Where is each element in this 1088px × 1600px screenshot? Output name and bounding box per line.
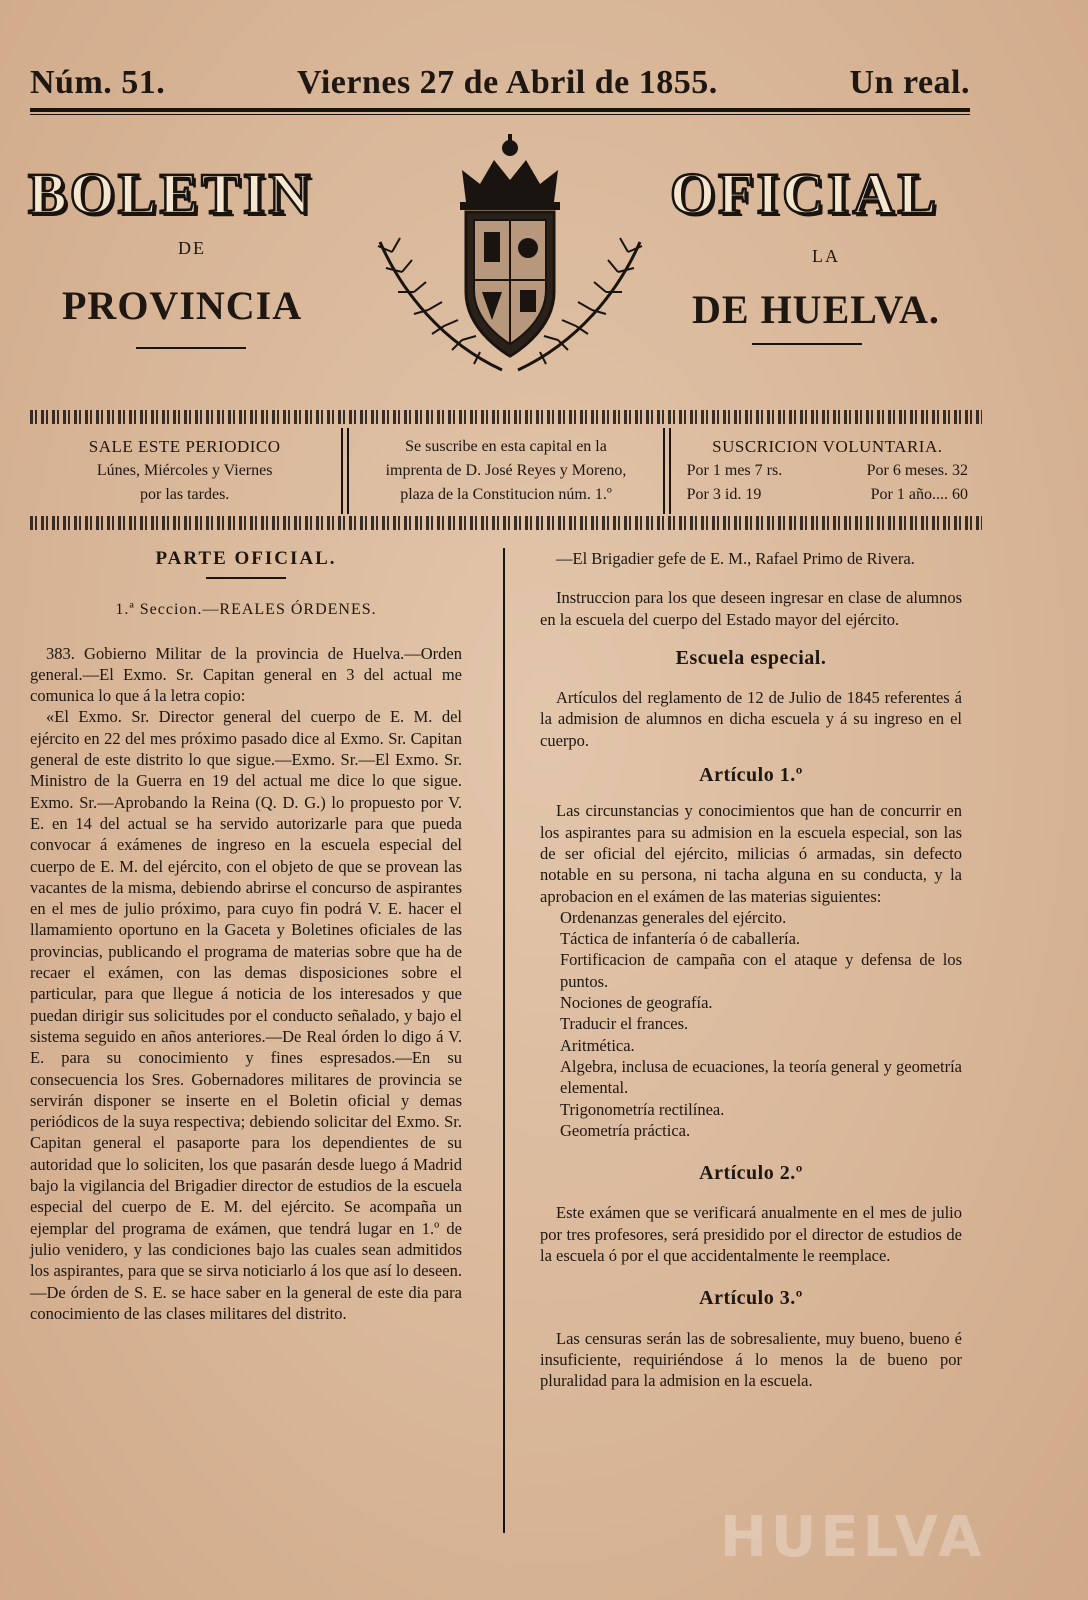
article-2-heading: Artículo 2.º [699,1162,803,1185]
subject-item: Ordenanzas generales del ejército. [560,907,787,927]
price-cell: Por 1 año.... 60 [870,486,968,503]
publication-schedule [30,428,339,514]
article-paragraph: 383. Gobierno Militar de la provincia de Huelva.—Orden general.—El Exmo. Sr. Capitan general en 3 del actual me comunica lo que á la letra copio: [30,643,462,706]
subject-item: Fortificacion de campaña con el ataque y defensa de los puntos. [560,950,962,991]
archive-watermark: HUELVA [720,1505,986,1570]
flourish-left [136,347,246,349]
title-boletin: BOLETIN [28,161,314,226]
section-title: 1.ª Seccion.—REALES ÓRDENES. [115,601,377,619]
title-de: DE [178,238,206,258]
price-row [681,483,974,507]
article-3-heading: Artículo 3.º [699,1287,803,1310]
article-1-heading: Artículo 1.º [699,764,803,787]
info-separator [663,428,671,514]
masthead-rule-thin [30,114,970,115]
info-separator [341,428,349,514]
subject-item: Nociones de geografía. [560,993,713,1013]
subject-item: Algebra, inclusa de ecuaciones, la teoría general y geometría elemental. [560,1056,962,1098]
article-1-text: Las circunstancias y conocimientos que han de concurrir en los aspirantes para su admision en la escuela especial, son las de ser oficial del ejército, milicias ó armadas, sin defecto notable en su persona, ni tacha alguna en su conducta, y la aprobacion en el exámen de las materias siguientes: [540,801,962,906]
article-3-text: Las censuras serán las de sobresaliente, muy bueno, bueno é insuficiente, requiriéndose á lo menos la de bueno por pluralidad para la admision en la escuela. [540,1328,962,1391]
official-part-heading: PARTE OFICIAL. [155,548,337,569]
title-oficial: OFICIAL [670,161,940,226]
prices-title: SUSCRICION VOLUNTARIA. [712,437,943,456]
articles-intro: Artículos del reglamento de 12 de Julio de 1845 referentes á la admision de alumnos en dicha escuela y á su ingreso en el cuerpo. [540,688,962,750]
subject-item: Traducir el frances. [560,1014,689,1034]
price-cell: Por 6 meses. 32 [866,462,968,479]
title-la: LA [812,246,840,266]
right-column [540,548,962,1392]
location-line-1: Se suscribe en esta capital en la [405,438,607,455]
price-cell: Por 3 id. 19 [686,486,762,503]
subject-item: Táctica de infantería ó de caballería. [560,929,801,949]
signature-line: —El Brigadier gefe de E. M., Rafael Primo de Rivera. [556,549,915,568]
instruction-paragraph: Instruccion para los que deseen ingresar en clase de alumnos en la escuela del cuerpo del Estado mayor del ejército. [540,588,962,629]
price-cell: Por 1 mes 7 rs. [686,462,783,479]
ornament-row-top [30,410,982,424]
subject-item: Geometría práctica. [560,1120,691,1140]
schedule-title: SALE ESTE PERIODICO [88,437,281,456]
ornament-row-bottom [30,516,982,530]
location-line-2: imprenta de D. José Reyes y Moreno, [385,462,627,479]
subscription-location [351,428,660,514]
column-divider [503,548,505,1533]
schedule-days: Lúnes, Miércoles y Viernes [96,462,273,479]
left-column [30,548,462,1324]
subscription-prices [673,428,982,514]
price-row [681,459,974,483]
school-heading: Escuela especial. [675,646,827,669]
subscription-box [30,428,982,514]
schedule-time: por las tardes. [140,486,230,503]
masthead-rule-thick [30,108,970,112]
issue-price: Un real. [849,64,970,101]
title-provincia: PROVINCIA [62,283,303,328]
article-2-text: Este exámen que se verificará anualmente en el mes de julio por tres profesores, será presidido por el director de estudios de la escuela ó por el que accidentalmente le reemplace. [540,1203,962,1266]
issue-number: Núm. 51. [30,64,166,101]
coat-of-arms-icon [362,132,658,380]
issue-date: Viernes 27 de Abril de 1855. [297,64,718,101]
location-line-3: plaza de la Constitucion núm. 1.º [400,486,612,503]
subject-item: Trigonometría rectilínea. [560,1099,725,1119]
masthead-line [30,62,970,104]
article-paragraph: «El Exmo. Sr. Director general del cuerpo de E. M. del ejército en 22 del mes próximo pasado dice al Exmo. Sr. Capitan general de este distrito lo que sigue.—Exmo. Sr.—El Exmo. Sr. Ministro de la Guerra en 19 del actual me dice lo que sigue. Exmo. Sr.—Aprobando la Reina (Q. D. G.) lo propuesto por V. E. en 14 del actual se ha servido autorizarle para que pueda convocar á exámenes de ingreso en la escuela especial del cuerpo de E. M. del ejército, con el objeto de que se provean las vacantes de la misma, debiendo abrirse el concurso de aspirantes en el mes de julio próximo, para cuyo fin podrá V. E. hacer el llamamiento oportuno en la Gaceta y Boletines oficiales de las provincias, publicando el programa de materias sobre que ha de recaer el exámen, con las demas disposiciones sobre el particular, para que llegue á noticia de los interesados y que puedan dirigir sus solicitudes por el conducto señalado, y bajo el sistema seguido en años anteriores.—De Real órden lo digo á V. E. para su conocimiento y fines espresados.—En su consecuencia los Sres. Gobernadores militares de provincia se servirán disponer se inserte en el Boletin oficial y demas periódicos de la suya respectiva; debiendo solicitar del Exmo. Sr. Capitan general el pasaporte para los dependientes de su autoridad que lo soliciten, los que pasarán desde luego á Madrid bajo la vigilancia del Brigadier director de estudios de la escuela especial del cuerpo de E. M. del ejército. Se acompaña un ejemplar del programa de exámen, que tendrá lugar en 1.º de julio venidero, y las condiciones bajo las cuales sean admitidos los aspirantes, para que se sirva noticiarlo á los que así lo deseen.—De órden de S. E. se hace saber en la general de este dia para conocimiento de las clases militares del distrito. [30,707,462,1323]
title-de-huelva: DE HUELVA. [692,287,940,332]
heading-rule [206,577,286,579]
subject-item: Aritmética. [560,1035,635,1055]
flourish-right [752,343,862,345]
